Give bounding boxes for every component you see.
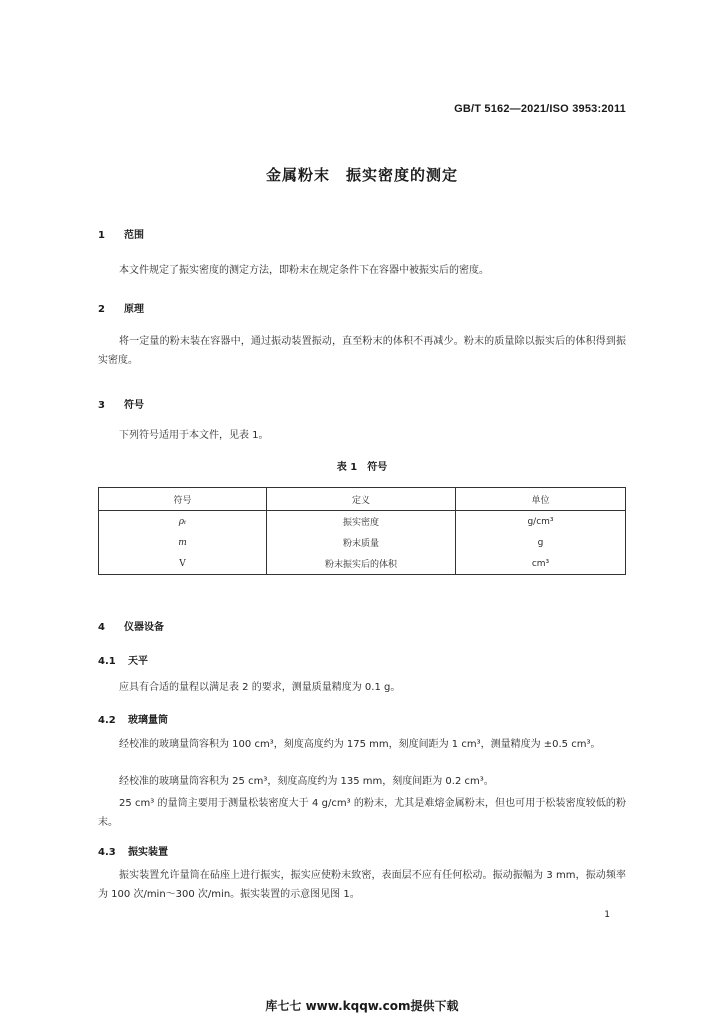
section-title: 符号 bbox=[124, 400, 144, 411]
section-number: 1 bbox=[98, 230, 105, 241]
section-1-text: 本文件规定了振实密度的测定方法，即粉末在规定条件下在容器中被振实后的密度。 bbox=[119, 265, 489, 276]
section-title: 原理 bbox=[124, 304, 144, 315]
section-4-2-para-3: 25 cm³ 的量筒主要用于测量松装密度大于 4 g/cm³ 的粉末，尤其是难熔金属粉末，但也可用于松装密度较低的粉末。 bbox=[98, 798, 626, 828]
section-title: 仪器设备 bbox=[124, 622, 164, 633]
table-cell: cm³ bbox=[456, 553, 626, 575]
download-footer: 库七七 www.kqqw.com提供下载 bbox=[265, 999, 459, 1013]
table-header-cell: 符号 bbox=[99, 488, 267, 511]
table-cell: ρₜ bbox=[99, 511, 267, 533]
section-4-heading bbox=[98, 618, 164, 633]
table-title: 表 1 符号 bbox=[336, 462, 388, 473]
section-4-3-heading bbox=[98, 843, 168, 858]
table-row bbox=[99, 511, 626, 533]
table-row bbox=[99, 532, 626, 553]
section-4-1-text: 应具有合适的量程以满足表 2 的要求，测量质量精度为 0.1 g。 bbox=[119, 682, 401, 693]
standard-code: GB/T 5162—2021/ISO 3953:2011 bbox=[454, 103, 626, 115]
table-cell: V bbox=[99, 553, 267, 575]
section-4-3-text: 振实装置允许量筒在砧座上进行振实，振实应使粉末致密，表面层不应有任何松动。振动振幅为 3 mm，振动频率为 100 次/min～300 次/min。振实装置的示意图见图 1。 bbox=[98, 870, 626, 900]
document-title: 金属粉末 振实密度的测定 bbox=[265, 166, 458, 184]
table-header-cell: 单位 bbox=[456, 488, 626, 511]
section-3-heading bbox=[98, 396, 144, 411]
section-number: 4.2 bbox=[98, 715, 116, 726]
section-4-1-heading bbox=[98, 652, 148, 667]
section-number: 3 bbox=[98, 400, 105, 411]
section-2-heading bbox=[98, 300, 144, 315]
table-cell: 振实密度 bbox=[267, 511, 456, 533]
section-title: 振实装置 bbox=[128, 847, 168, 858]
section-4-2-para-2: 经校准的玻璃量筒容积为 25 cm³，刻度高度约为 135 mm，刻度间距为 0.2 cm³。 bbox=[119, 776, 494, 787]
section-4-2-para-1: 经校准的玻璃量筒容积为 100 cm³，刻度高度约为 175 mm，刻度间距为 1 cm³，测量精度为 ±0.5 cm³。 bbox=[119, 739, 601, 750]
table-row bbox=[99, 553, 626, 575]
section-number: 4.3 bbox=[98, 847, 116, 858]
section-2-text: 将一定量的粉末装在容器中，通过振动装置振动，直至粉末的体积不再减少。粉末的质量除以振实后的体积得到振实密度。 bbox=[98, 336, 626, 366]
table-cell: m bbox=[99, 532, 267, 553]
table-cell: g bbox=[456, 532, 626, 553]
section-number: 4.1 bbox=[98, 656, 116, 667]
section-1-heading bbox=[98, 226, 144, 241]
section-title: 范围 bbox=[124, 230, 144, 241]
table-cell: 粉末振实后的体积 bbox=[267, 553, 456, 575]
table-cell: g/cm³ bbox=[456, 511, 626, 533]
section-number: 4 bbox=[98, 622, 105, 633]
section-number: 2 bbox=[98, 304, 105, 315]
table-header-row bbox=[99, 488, 626, 511]
section-4-2-heading bbox=[98, 711, 168, 726]
table-cell: 粉末质量 bbox=[267, 532, 456, 553]
symbols-table bbox=[98, 487, 626, 575]
section-3-text: 下列符号适用于本文件，见表 1。 bbox=[119, 430, 269, 441]
section-title: 玻璃量筒 bbox=[128, 715, 168, 726]
section-title: 天平 bbox=[128, 656, 148, 667]
table-header-cell: 定义 bbox=[267, 488, 456, 511]
page-number: 1 bbox=[604, 910, 610, 920]
